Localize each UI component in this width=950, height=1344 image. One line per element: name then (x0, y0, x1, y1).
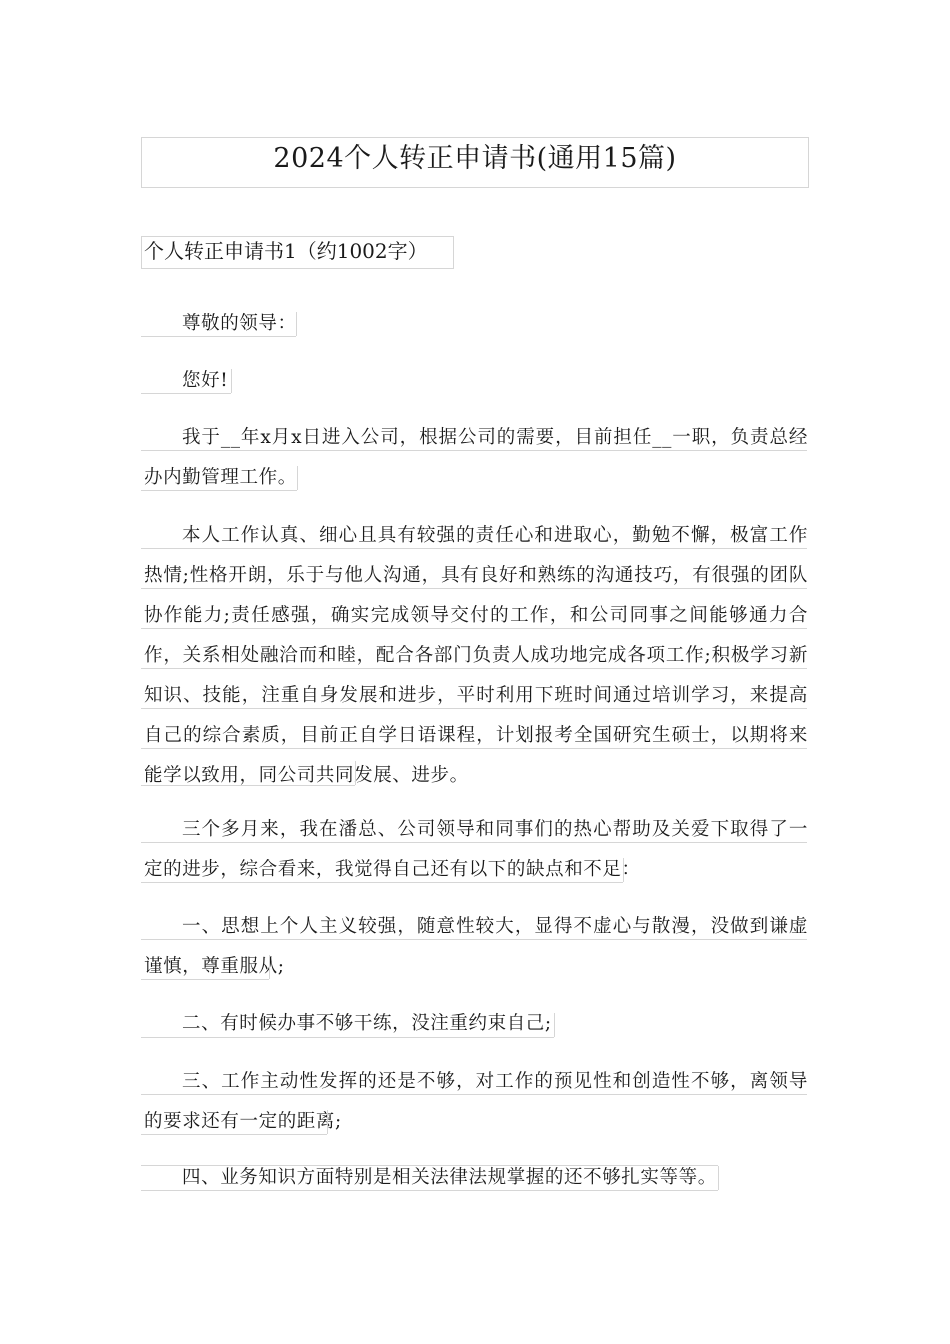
shortcoming-item: 一、思想上个人主义较强，随意性较大，显得不虚心与散漫，没做到谦虚谨慎，尊重服从; (144, 916, 808, 977)
text-underline (141, 628, 807, 629)
text-frame-edge (718, 1166, 719, 1190)
text-frame-edge (623, 858, 624, 882)
text-underline (141, 490, 297, 491)
text-underline (141, 939, 807, 940)
paragraph-intro: 我于__年x月x日进入公司，根据公司的需要，目前担任__一职，负责总经办内勤管理工作。 (144, 427, 808, 488)
text-underline (141, 708, 807, 709)
shortcoming-item: 四、业务知识方面特别是相关法律法规掌握的还不够扎实等等。 (182, 1167, 717, 1188)
text-frame-edge (297, 466, 298, 490)
text-underline (141, 393, 231, 394)
text-underline (141, 548, 807, 549)
text-underline (141, 1190, 718, 1191)
text-underline (141, 1094, 807, 1095)
text-underline (141, 748, 807, 749)
text-underline (141, 882, 623, 883)
text-frame-edge (554, 1013, 555, 1037)
text-frame-edge (269, 955, 270, 979)
text-underline (141, 785, 355, 786)
text-underline (141, 1134, 327, 1135)
text-underline (141, 336, 296, 337)
greeting: 尊敬的领导： (182, 313, 297, 334)
text-frame-edge (231, 369, 232, 393)
shortcoming-item: 三、工作主动性发挥的还是不够，对工作的预见性和创造性不够，离领导的要求还有一定的距离; (144, 1071, 808, 1132)
text-underline (141, 668, 807, 669)
section-heading: 个人转正申请书1（约1002字） (144, 239, 428, 263)
paragraph-strengths: 本人工作认真、细心且具有较强的责任心和进取心，勤勉不懈，极富工作热情;性格开朗，乐于与他人沟通，具有良好和熟练的沟通技巧，有很强的团队协作能力;责任感强，确实完成领导交付的工作，和公司同事之间能够通力合作，关系相处融洽而和睦，配合各部门负责人成功地完成各项工作;积极学习新知识、技能，注重自身发展和进步，平时利用下班时间通过培训学习，来提高自己的综合素质，目前正自学日语课程，计划报考全国研究生硕士，以期将来能学以致用，同公司共同发展、进步。 (144, 525, 808, 786)
text-frame-edge (296, 312, 297, 336)
text-underline (141, 842, 807, 843)
text-frame-edge (355, 761, 356, 785)
text-underline (141, 588, 807, 589)
document-title: 2024个人转正申请书(通用15篇) (273, 143, 677, 174)
text-underline (141, 450, 807, 451)
paragraph-progress: 三个多月来，我在潘总、公司领导和同事们的热心帮助及关爱下取得了一定的进步，综合看来，我觉得自己还有以下的缺点和不足： (144, 819, 808, 880)
text-underline (141, 979, 269, 980)
text-frame-edge (327, 1110, 328, 1134)
salutation: 您好! (182, 370, 229, 391)
text-underline (141, 1037, 554, 1038)
shortcoming-item: 二、有时候办事不够干练，没注重约束自己; (182, 1013, 552, 1034)
